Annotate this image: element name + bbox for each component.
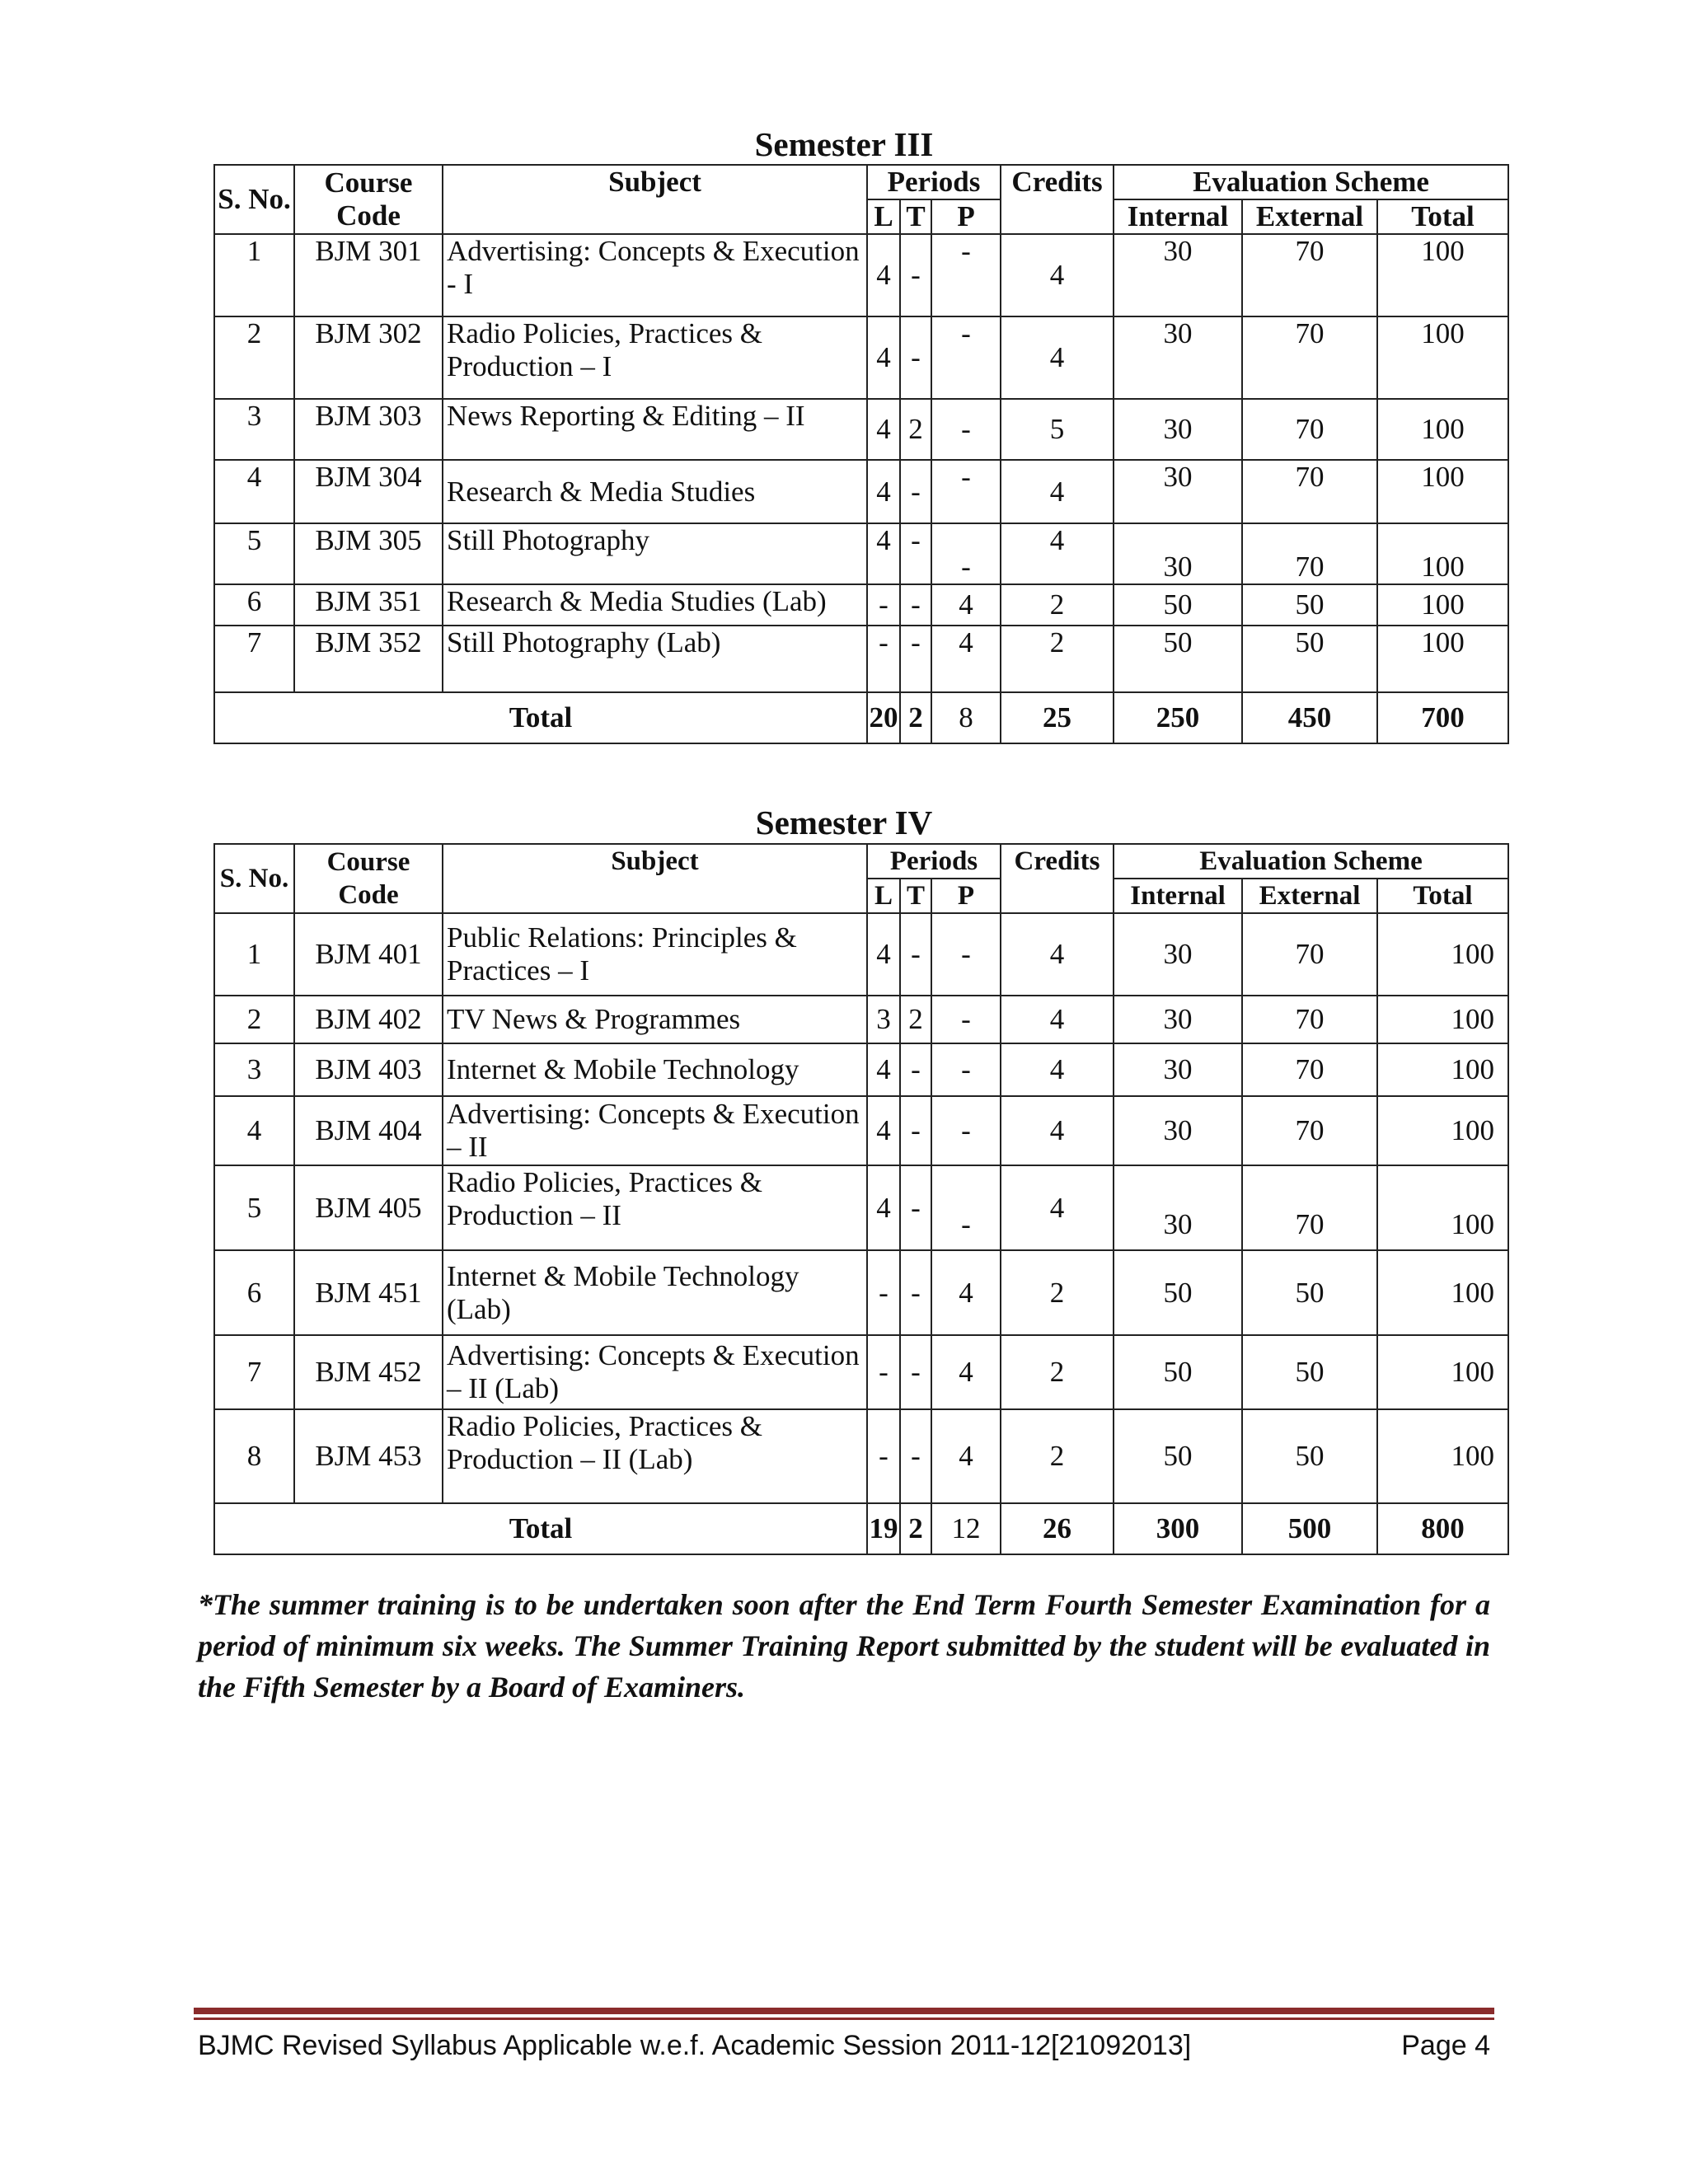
- cell-t: 2: [900, 996, 931, 1043]
- cell-credits: 2: [1001, 1409, 1114, 1503]
- cell-code: BJM 453: [294, 1409, 443, 1503]
- header-total: Total: [1377, 879, 1508, 913]
- cell-subject: Advertising: Concepts & Execution – II (Lab): [443, 1335, 867, 1409]
- summer-training-note: *The summer training is to be undertaken soon after the End Term Fourth Semester Examination for a period of minimum six weeks. The Summer Training Report submitted by the student will be evaluated in the Fifth Semester by a Board of Examiners.: [198, 1588, 1490, 1704]
- cell-total: 100: [1377, 996, 1508, 1043]
- header-periods: Periods: [867, 844, 1001, 879]
- total-total: 800: [1377, 1503, 1508, 1554]
- cell-internal: 50: [1114, 1409, 1242, 1503]
- total-label: Total: [214, 692, 867, 743]
- semester-3-title: Semester III: [754, 125, 934, 163]
- cell-t: -: [900, 234, 931, 316]
- cell-subject: Internet & Mobile Technology (Lab): [443, 1250, 867, 1335]
- cell-external: 70: [1242, 996, 1377, 1043]
- header-course-code: Course Code: [294, 165, 443, 234]
- header-evaluation: Evaluation Scheme: [1114, 165, 1508, 199]
- cell-subject: Still Photography: [443, 523, 867, 584]
- header-subject: Subject: [443, 165, 867, 234]
- cell-l: 4: [867, 399, 900, 460]
- cell-external: 70: [1242, 1043, 1377, 1096]
- cell-l: 4: [867, 523, 900, 584]
- cell-sno: 6: [214, 1250, 294, 1335]
- cell-p: 4: [931, 626, 1001, 692]
- cell-internal: 30: [1114, 234, 1242, 316]
- table-row: [214, 1250, 1508, 1335]
- cell-internal: 30: [1114, 316, 1242, 399]
- cell-internal: 50: [1114, 626, 1242, 692]
- cell-sno: 3: [214, 1043, 294, 1096]
- cell-external: 50: [1242, 584, 1377, 626]
- total-p: 12: [931, 1503, 1001, 1554]
- total-t: 2: [900, 1503, 931, 1554]
- cell-external: 50: [1242, 626, 1377, 692]
- cell-sno: 2: [214, 996, 294, 1043]
- cell-internal: 30: [1114, 1165, 1242, 1250]
- cell-external: 50: [1242, 1409, 1377, 1503]
- cell-l: 4: [867, 316, 900, 399]
- cell-p: -: [931, 1165, 1001, 1250]
- cell-t: -: [900, 1335, 931, 1409]
- cell-t: -: [900, 1096, 931, 1165]
- cell-l: 4: [867, 234, 900, 316]
- table-row: [214, 523, 1508, 584]
- cell-l: 3: [867, 996, 900, 1043]
- cell-code: BJM 301: [294, 234, 443, 316]
- cell-l: -: [867, 626, 900, 692]
- total-l: 19: [867, 1503, 900, 1554]
- cell-total: 100: [1377, 913, 1508, 996]
- cell-credits: 4: [1001, 316, 1114, 399]
- cell-sno: 5: [214, 523, 294, 584]
- cell-credits: 2: [1001, 584, 1114, 626]
- cell-code: BJM 401: [294, 913, 443, 996]
- table-row: [214, 1165, 1508, 1250]
- cell-credits: 2: [1001, 1250, 1114, 1335]
- header-subject: Subject: [443, 844, 867, 913]
- table-row: [214, 460, 1508, 523]
- cell-sno: 4: [214, 460, 294, 523]
- table-row: [214, 1043, 1508, 1096]
- cell-l: -: [867, 1250, 900, 1335]
- cell-sno: 8: [214, 1409, 294, 1503]
- header-credits: Credits: [1001, 165, 1114, 234]
- cell-internal: 30: [1114, 1096, 1242, 1165]
- page-number: Page 4: [1401, 2030, 1490, 2061]
- semester-4-table: [213, 843, 1509, 1555]
- cell-internal: 50: [1114, 1335, 1242, 1409]
- cell-credits: 4: [1001, 234, 1114, 316]
- cell-p: 4: [931, 1250, 1001, 1335]
- cell-p: -: [931, 316, 1001, 399]
- cell-p: -: [931, 913, 1001, 996]
- cell-credits: 5: [1001, 399, 1114, 460]
- cell-code: BJM 404: [294, 1096, 443, 1165]
- footer-rule-thin: [194, 2018, 1494, 2020]
- header-l: L: [867, 199, 900, 234]
- cell-internal: 30: [1114, 1043, 1242, 1096]
- cell-sno: 1: [214, 913, 294, 996]
- cell-credits: 2: [1001, 1335, 1114, 1409]
- cell-external: 50: [1242, 1250, 1377, 1335]
- cell-credits: 4: [1001, 1096, 1114, 1165]
- cell-total: 100: [1377, 1043, 1508, 1096]
- cell-total: 100: [1377, 460, 1508, 523]
- cell-subject: TV News & Programmes: [443, 996, 867, 1043]
- cell-l: 4: [867, 1165, 900, 1250]
- cell-subject: Internet & Mobile Technology: [443, 1043, 867, 1096]
- cell-total: 100: [1377, 1096, 1508, 1165]
- header-external: External: [1242, 199, 1377, 234]
- cell-sno: 2: [214, 316, 294, 399]
- cell-external: 70: [1242, 523, 1377, 584]
- cell-subject: Advertising: Concepts & Execution - I: [443, 234, 867, 316]
- cell-external: 70: [1242, 1096, 1377, 1165]
- cell-sno: 4: [214, 1096, 294, 1165]
- table-row: [214, 1096, 1508, 1165]
- header-internal: Internal: [1114, 879, 1242, 913]
- cell-p: -: [931, 996, 1001, 1043]
- header-sno: S. No.: [214, 844, 294, 913]
- cell-internal: 30: [1114, 399, 1242, 460]
- cell-t: -: [900, 1043, 931, 1096]
- cell-t: -: [900, 316, 931, 399]
- header-course-code: Course Code: [294, 844, 443, 913]
- cell-code: BJM 352: [294, 626, 443, 692]
- cell-l: 4: [867, 1096, 900, 1165]
- total-external: 450: [1242, 692, 1377, 743]
- cell-t: -: [900, 913, 931, 996]
- header-p: P: [931, 879, 1001, 913]
- cell-sno: 1: [214, 234, 294, 316]
- cell-p: -: [931, 1096, 1001, 1165]
- cell-sno: 5: [214, 1165, 294, 1250]
- cell-t: -: [900, 626, 931, 692]
- cell-t: -: [900, 1165, 931, 1250]
- cell-external: 70: [1242, 399, 1377, 460]
- cell-total: 100: [1377, 1165, 1508, 1250]
- table-row: [214, 996, 1508, 1043]
- cell-sno: 7: [214, 626, 294, 692]
- table-row: [214, 234, 1508, 316]
- cell-internal: 30: [1114, 460, 1242, 523]
- header-internal: Internal: [1114, 199, 1242, 234]
- cell-p: -: [931, 399, 1001, 460]
- semester-3-table: [213, 164, 1509, 744]
- header-external: External: [1242, 879, 1377, 913]
- cell-sno: 6: [214, 584, 294, 626]
- cell-credits: 2: [1001, 626, 1114, 692]
- cell-subject: Radio Policies, Practices & Production – I: [443, 316, 867, 399]
- cell-l: -: [867, 1335, 900, 1409]
- cell-subject: Research & Media Studies: [443, 460, 867, 523]
- cell-subject: Public Relations: Principles & Practices – I: [443, 913, 867, 996]
- cell-code: BJM 351: [294, 584, 443, 626]
- cell-subject: Advertising: Concepts & Execution – II: [443, 1096, 867, 1165]
- cell-l: -: [867, 1409, 900, 1503]
- cell-subject: Still Photography (Lab): [443, 626, 867, 692]
- cell-credits: 4: [1001, 1165, 1114, 1250]
- total-credits: 25: [1001, 692, 1114, 743]
- cell-subject: Research & Media Studies (Lab): [443, 584, 867, 626]
- total-external: 500: [1242, 1503, 1377, 1554]
- cell-external: 70: [1242, 316, 1377, 399]
- header-sno: S. No.: [214, 165, 294, 234]
- cell-code: BJM 403: [294, 1043, 443, 1096]
- cell-code: BJM 405: [294, 1165, 443, 1250]
- total-row: [214, 1503, 1508, 1554]
- cell-p: 4: [931, 1409, 1001, 1503]
- cell-sno: 3: [214, 399, 294, 460]
- table-row: [214, 1335, 1508, 1409]
- cell-external: 50: [1242, 1335, 1377, 1409]
- cell-subject: Radio Policies, Practices & Production – II (Lab): [443, 1409, 867, 1503]
- cell-code: BJM 402: [294, 996, 443, 1043]
- header-p: P: [931, 199, 1001, 234]
- cell-credits: 4: [1001, 913, 1114, 996]
- table-row: [214, 399, 1508, 460]
- cell-credits: 4: [1001, 1043, 1114, 1096]
- cell-internal: 30: [1114, 523, 1242, 584]
- cell-subject: News Reporting & Editing – II: [443, 399, 867, 460]
- total-internal: 250: [1114, 692, 1242, 743]
- footer-text: BJMC Revised Syllabus Applicable w.e.f. Academic Session 2011-12[21092013]: [198, 2030, 1192, 2061]
- header-credits: Credits: [1001, 844, 1114, 913]
- footer-rule: [194, 2008, 1494, 2014]
- total-internal: 300: [1114, 1503, 1242, 1554]
- cell-internal: 50: [1114, 584, 1242, 626]
- cell-code: BJM 305: [294, 523, 443, 584]
- total-row: [214, 692, 1508, 743]
- cell-internal: 50: [1114, 1250, 1242, 1335]
- cell-code: BJM 304: [294, 460, 443, 523]
- header-periods: Periods: [867, 165, 1001, 199]
- cell-code: BJM 452: [294, 1335, 443, 1409]
- cell-total: 100: [1377, 234, 1508, 316]
- cell-t: -: [900, 523, 931, 584]
- cell-t: -: [900, 584, 931, 626]
- cell-credits: 4: [1001, 996, 1114, 1043]
- cell-total: 100: [1377, 1409, 1508, 1503]
- header-evaluation: Evaluation Scheme: [1114, 844, 1508, 879]
- cell-l: 4: [867, 460, 900, 523]
- cell-t: -: [900, 1409, 931, 1503]
- cell-p: -: [931, 460, 1001, 523]
- cell-p: -: [931, 523, 1001, 584]
- cell-t: -: [900, 460, 931, 523]
- total-total: 700: [1377, 692, 1508, 743]
- cell-total: 100: [1377, 523, 1508, 584]
- total-p: 8: [931, 692, 1001, 743]
- cell-p: 4: [931, 584, 1001, 626]
- cell-p: -: [931, 234, 1001, 316]
- cell-external: 70: [1242, 234, 1377, 316]
- semester-4-title: Semester IV: [755, 804, 933, 841]
- header-total: Total: [1377, 199, 1508, 234]
- cell-total: 100: [1377, 584, 1508, 626]
- total-l: 20: [867, 692, 900, 743]
- total-label: Total: [214, 1503, 867, 1554]
- cell-internal: 30: [1114, 996, 1242, 1043]
- cell-t: 2: [900, 399, 931, 460]
- cell-code: BJM 302: [294, 316, 443, 399]
- cell-subject: Radio Policies, Practices & Production – II: [443, 1165, 867, 1250]
- table-row: [214, 316, 1508, 399]
- cell-external: 70: [1242, 460, 1377, 523]
- header-t: T: [900, 199, 931, 234]
- cell-l: 4: [867, 913, 900, 996]
- cell-l: 4: [867, 1043, 900, 1096]
- cell-code: BJM 451: [294, 1250, 443, 1335]
- cell-external: 70: [1242, 913, 1377, 996]
- cell-sno: 7: [214, 1335, 294, 1409]
- cell-total: 100: [1377, 1250, 1508, 1335]
- cell-p: 4: [931, 1335, 1001, 1409]
- cell-credits: 4: [1001, 523, 1114, 584]
- cell-code: BJM 303: [294, 399, 443, 460]
- table-row: [214, 626, 1508, 692]
- total-t: 2: [900, 692, 931, 743]
- cell-total: 100: [1377, 1335, 1508, 1409]
- cell-p: -: [931, 1043, 1001, 1096]
- cell-credits: 4: [1001, 460, 1114, 523]
- table-row: [214, 913, 1508, 996]
- cell-total: 100: [1377, 399, 1508, 460]
- cell-t: -: [900, 1250, 931, 1335]
- table-row: [214, 1409, 1508, 1503]
- table-row: [214, 584, 1508, 626]
- total-credits: 26: [1001, 1503, 1114, 1554]
- cell-external: 70: [1242, 1165, 1377, 1250]
- cell-l: -: [867, 584, 900, 626]
- cell-total: 100: [1377, 626, 1508, 692]
- header-l: L: [867, 879, 900, 913]
- cell-internal: 30: [1114, 913, 1242, 996]
- header-t: T: [900, 879, 931, 913]
- cell-total: 100: [1377, 316, 1508, 399]
